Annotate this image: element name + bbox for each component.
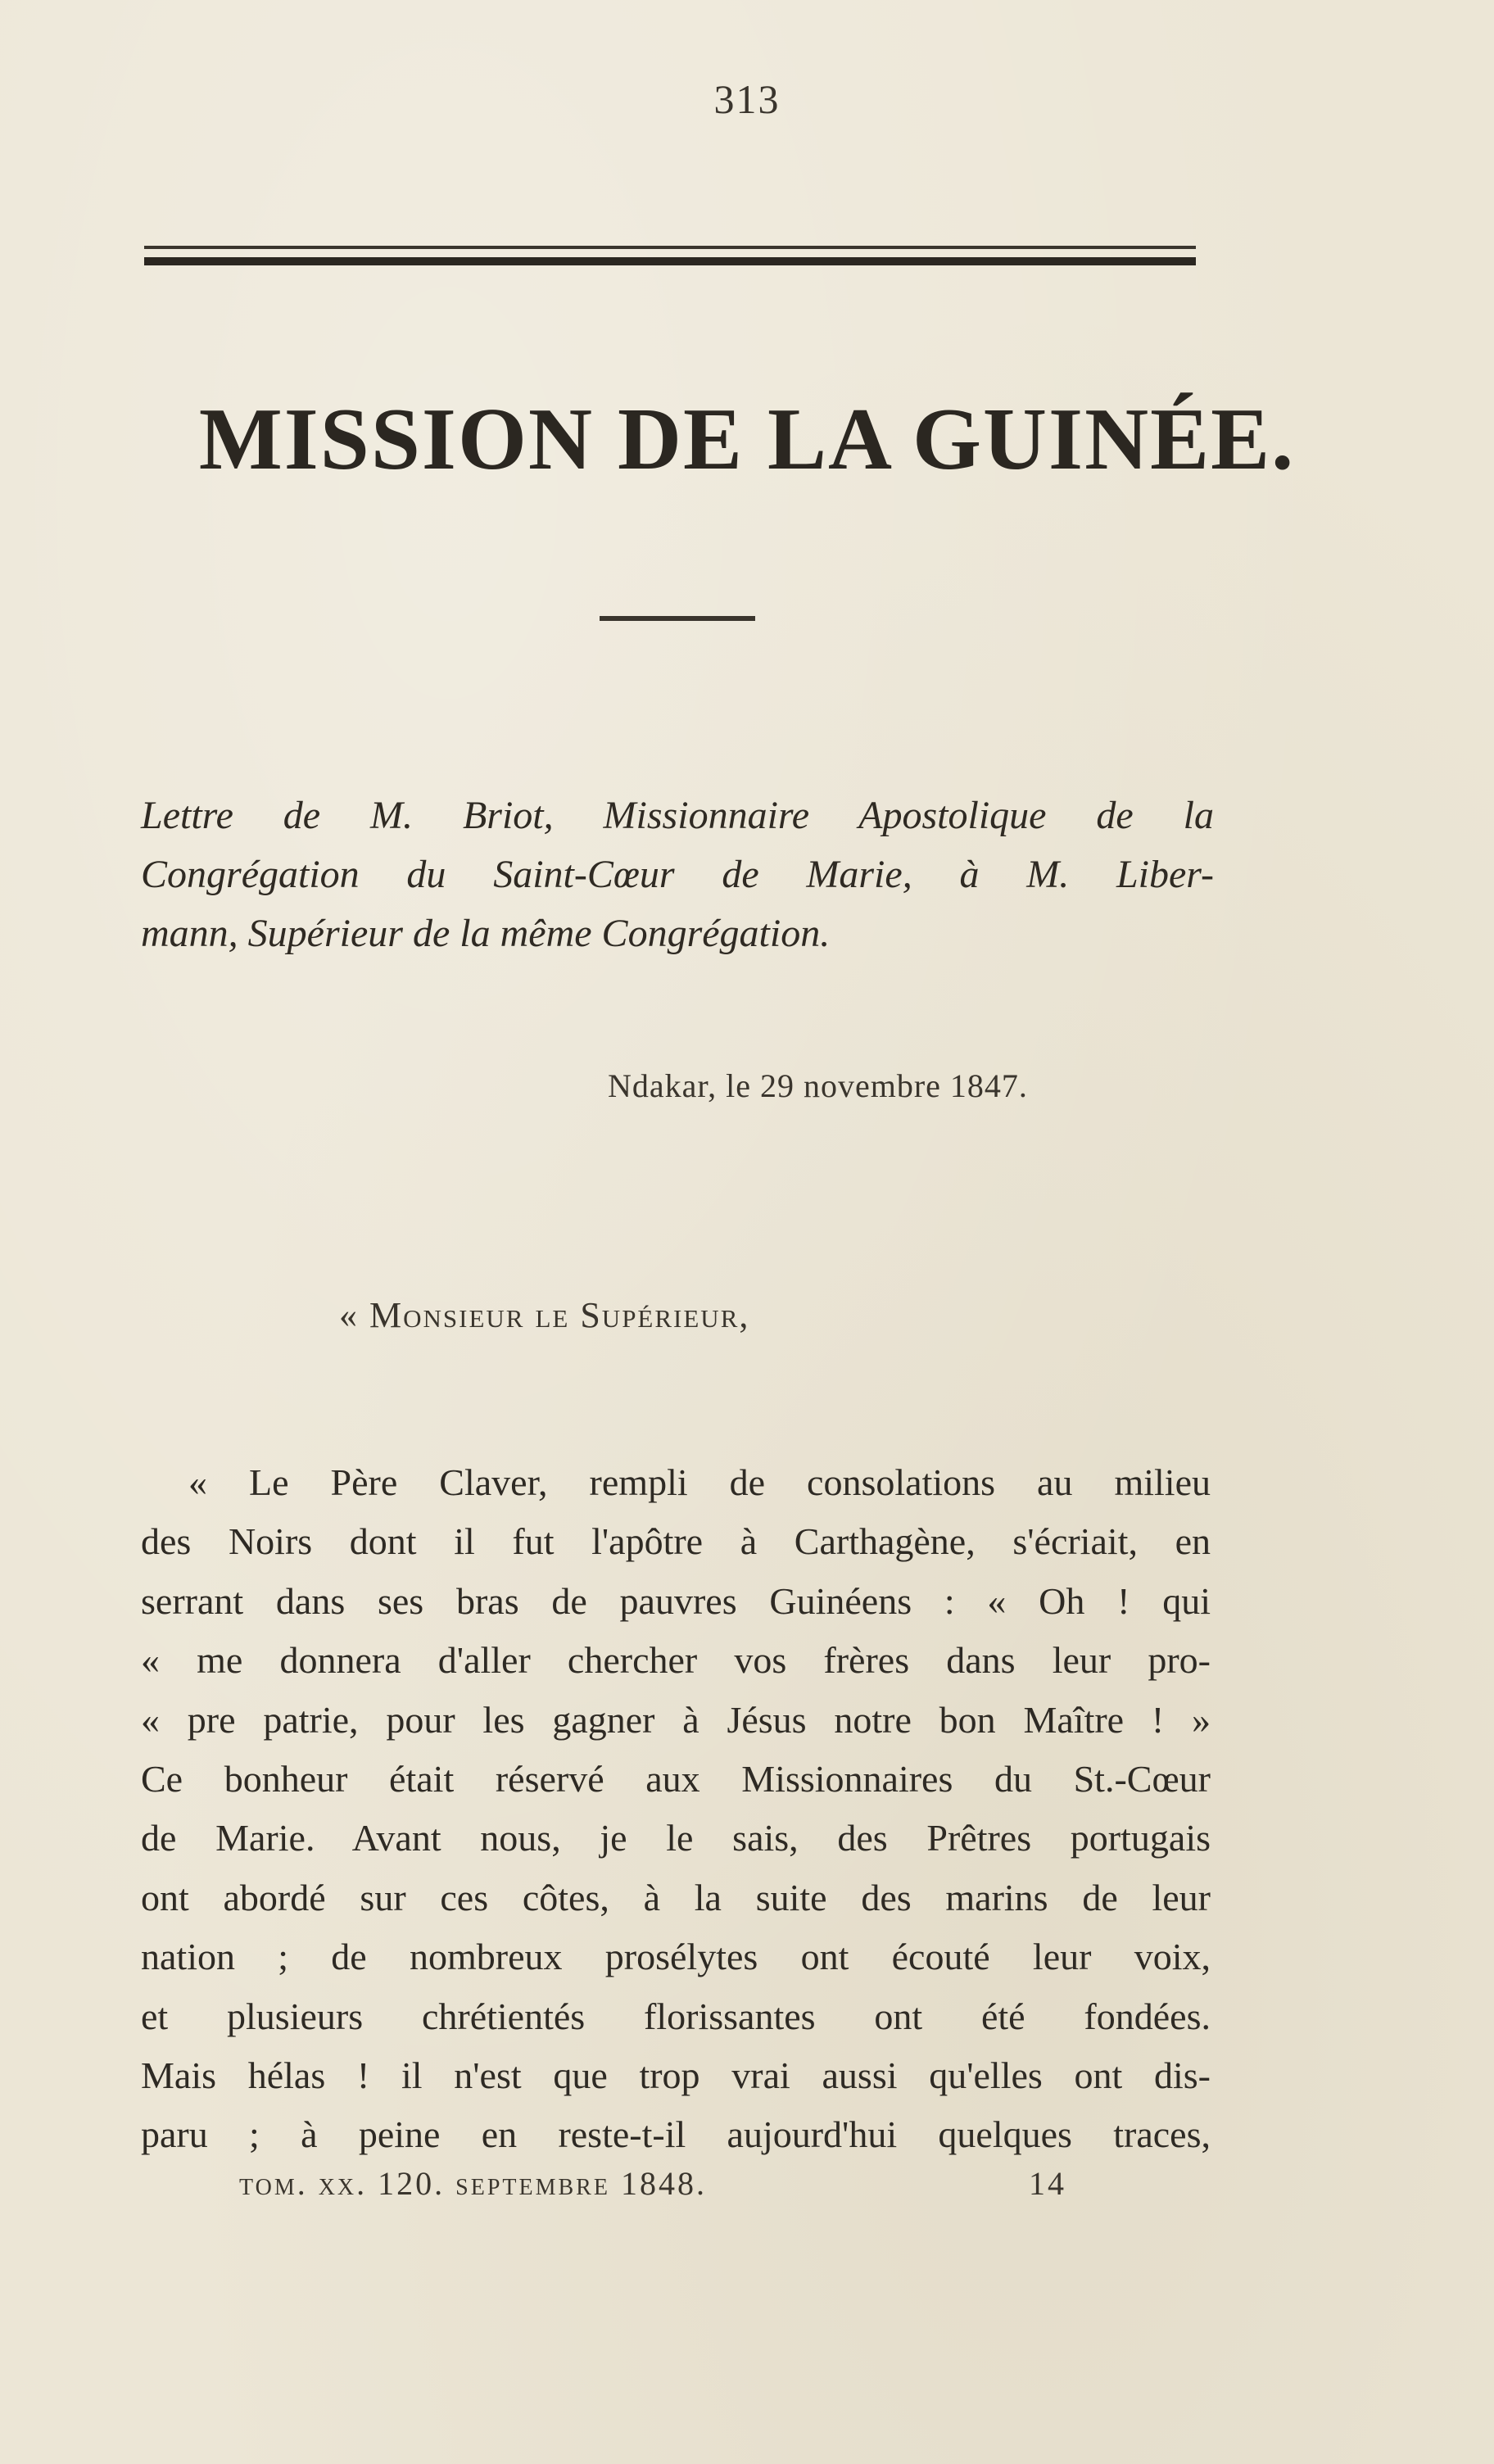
letter-heading-line: Lettre de M. Briot, Missionnaire Apostolique de la bbox=[141, 794, 1214, 837]
footer-sheet-number: 14 bbox=[1029, 2165, 1066, 2202]
body-line: Ce bonheur était réservé aux Missionnaires du St.-Cœur bbox=[141, 1758, 1211, 1800]
page-number: 313 bbox=[713, 76, 781, 122]
body-line: « Le Père Claver, rempli de consolations au milieu bbox=[188, 1461, 1211, 1503]
letter-heading-line: mann, Supérieur de la même Congrégation. bbox=[141, 912, 831, 955]
body-line: et plusieurs chrétientés florissantes ont été fondées. bbox=[141, 1995, 1211, 2037]
body-line: « me donnera d'aller chercher vos frères dans leur pro- bbox=[141, 1639, 1211, 1682]
header-double-rule bbox=[144, 246, 1196, 270]
body-line: serrant dans ses bras de pauvres Guinéens : « Oh ! qui bbox=[141, 1579, 1211, 1622]
section-title: MISSION DE LA GUINÉE. bbox=[198, 391, 1296, 488]
header-rule-thick bbox=[144, 257, 1196, 265]
body-line: de Marie. Avant nous, je le sais, des Prêtres portugais bbox=[141, 1817, 1211, 1859]
header-rule-thin bbox=[144, 246, 1196, 249]
dateline: Ndakar, le 29 novembre 1847. bbox=[608, 1067, 1028, 1104]
footer-signature: tom. xx. 120. septembre 1848. bbox=[239, 2165, 707, 2202]
body-line: ont abordé sur ces côtes, à la suite des marins de leur bbox=[141, 1876, 1211, 1918]
letter-heading-line: Congrégation du Saint-Cœur de Marie, à M. Liber- bbox=[141, 853, 1214, 896]
letter-heading bbox=[141, 786, 1214, 963]
body-line: paru ; à peine en reste-t-il aujourd'hui quelques traces, bbox=[141, 2113, 1211, 2156]
body-line: des Noirs dont il fut l'apôtre à Carthagène, s'écriait, en bbox=[141, 1520, 1211, 1563]
body-line: Mais hélas ! il n'est que trop vrai aussi qu'elles ont dis- bbox=[141, 2054, 1211, 2097]
body-line: nation ; de nombreux prosélytes ont écouté leur voix, bbox=[141, 1936, 1211, 1978]
salutation: « Monsieur le Supérieur, bbox=[339, 1295, 750, 1335]
body-line: « pre patrie, pour les gagner à Jésus notre bon Maître ! » bbox=[141, 1698, 1211, 1741]
title-separator-rule bbox=[600, 616, 755, 621]
body-text bbox=[141, 1453, 1211, 2165]
